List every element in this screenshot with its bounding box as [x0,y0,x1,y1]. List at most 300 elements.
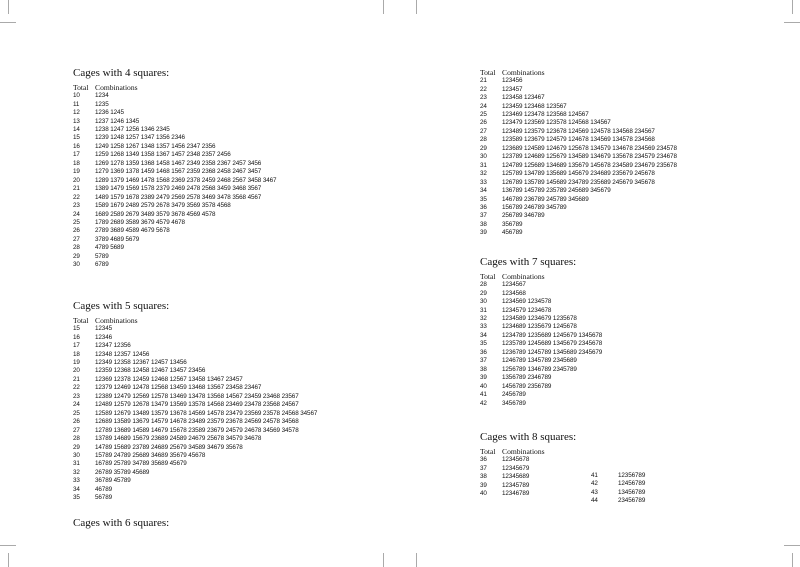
row-total: 30 [73,261,80,269]
table-row [73,427,317,435]
table-row [73,101,276,109]
row-combinations: 12589 12679 13489 13579 13678 14569 14578 23479 23569 23578 24568 34567 [95,409,318,417]
row-total: 19 [73,359,80,367]
row-total: 40 [480,490,487,498]
table-header [480,448,576,456]
table-row [73,334,317,342]
table-row [480,119,677,127]
row-combinations: 12345 [95,325,113,333]
row-combinations: 146789 236789 245789 345689 [502,195,589,203]
row-total: 24 [73,210,80,218]
crop-mark [416,553,417,567]
table-row [480,111,677,119]
row-total: 19 [73,168,80,176]
row-total: 29 [73,252,80,260]
row-total: 38 [480,220,487,228]
row-combinations: 1236789 1245789 1345689 2345679 [502,348,603,356]
row-combinations: 126789 135789 145689 234789 235689 245679 345678 [502,178,655,186]
row-combinations: 36789 45789 [95,477,131,485]
table-row [73,376,317,384]
row-total: 42 [591,480,598,488]
table-row [73,384,317,392]
row-total: 42 [480,399,487,407]
rows-container [73,325,317,503]
crop-mark [8,553,9,567]
row-combinations: 123489 123579 123678 124569 124578 134568 234567 [502,127,655,135]
row-total: 18 [73,159,80,167]
combinations-header: Combinations [502,272,545,281]
table-row [73,418,317,426]
row-total: 28 [73,435,80,443]
table-row [480,340,602,348]
row-combinations: 136789 145789 235789 245689 345679 [502,187,611,195]
row-combinations: 125789 134789 135689 145679 234689 235679 245678 [502,170,655,178]
table-row [480,77,677,85]
section-4-squares [73,67,276,270]
row-total: 29 [480,144,487,152]
right-page [400,0,800,567]
row-combinations: 1238 1247 1256 1346 2345 [95,126,170,134]
row-total: 35 [480,340,487,348]
row-combinations: 123479 123569 123578 124568 134567 [502,119,611,127]
total-header: Total [73,316,89,325]
row-total: 15 [73,325,80,333]
row-combinations: 12348 12357 12456 [95,350,150,358]
row-combinations: 12356789 [618,472,646,479]
row-combinations: 13789 14689 15679 23689 24589 24679 25678 34579 34678 [95,435,262,443]
row-total: 34 [480,187,487,195]
row-combinations: 1589 1679 2489 2579 2678 3479 3569 3578 4568 [95,202,231,210]
section-7-squares [480,256,602,408]
table-row [480,383,602,391]
table-row [73,393,317,401]
table-row [480,212,677,220]
table-row [480,366,602,374]
row-combinations: 3456789 [502,399,526,407]
row-combinations: 123459 123468 123567 [502,102,567,110]
row-total: 10 [73,92,80,100]
table-row [73,194,276,202]
row-combinations: 12359 12368 12458 12467 13457 23456 [95,367,206,375]
row-combinations: 1234579 1234678 [502,306,552,314]
table-row [73,227,276,235]
row-total: 31 [480,306,487,314]
combinations-header: Combinations [95,83,138,92]
row-combinations: 12347 12356 [95,342,131,350]
row-combinations: 16789 25789 34789 35689 45679 [95,460,187,468]
row-total: 26 [73,227,80,235]
row-total: 36 [480,348,487,356]
row-total: 44 [591,497,598,505]
table-row [480,307,602,315]
row-total: 30 [480,153,487,161]
table-row [73,435,317,443]
table-row [73,160,276,168]
row-combinations: 1356789 2346789 [502,374,552,382]
row-total: 38 [480,365,487,373]
row-combinations: 12489 12579 12678 13479 13569 13578 14568 23469 23478 23568 24567 [95,401,299,409]
combinations-header: Combinations [95,316,138,325]
section-title: Cages with 6 squares: [73,517,170,529]
row-combinations: 23456789 [618,497,646,505]
table-row [480,473,576,481]
row-combinations: 1489 1579 1678 2389 2479 2569 2578 3469 3478 3568 4567 [95,193,262,201]
row-combinations: 12389 12479 12569 12578 13469 13478 13568 14567 23459 23468 23567 [95,392,299,400]
row-total: 31 [73,460,80,468]
section-title: Cages with 4 squares: [73,67,170,79]
row-combinations: 256789 346789 [502,212,545,220]
table-row [480,315,602,323]
row-total: 36 [480,204,487,211]
row-combinations: 13456789 [618,488,646,496]
row-total: 27 [73,235,80,243]
table-row [73,261,276,269]
row-combinations: 12789 13689 14589 14679 15678 23589 23679 24579 24678 34569 34578 [95,426,299,434]
row-combinations: 56789 [95,494,113,502]
row-total: 39 [480,374,487,382]
table-row [73,351,317,359]
row-total: 16 [73,333,80,341]
table-row [480,153,677,161]
table-row [480,323,602,331]
table-row [73,244,276,252]
table-row [480,136,677,144]
table-row [480,162,677,170]
row-total: 28 [480,281,487,289]
row-total: 43 [591,488,598,496]
table-row [480,179,677,187]
section-8-squares-second-column [591,472,645,506]
crop-mark [784,545,800,546]
row-total: 18 [73,350,80,358]
row-total: 24 [73,401,80,409]
row-combinations: 1234568 [502,289,526,297]
row-combinations: 1237 1246 1345 [95,117,140,125]
row-total: 16 [73,142,80,150]
row-total: 21 [73,375,80,383]
table-row [480,391,602,399]
combinations-header: Combinations [502,447,545,456]
row-combinations: 123456 [502,77,523,85]
crop-mark [383,0,384,14]
row-combinations: 4789 5689 [95,244,124,252]
row-total: 22 [73,384,80,392]
table-row [73,367,317,375]
row-total: 23 [73,392,80,400]
row-total: 11 [73,100,80,108]
table-header [73,317,317,325]
row-combinations: 1235 [95,100,109,108]
row-combinations: 12345689 [502,473,530,481]
table-row [480,349,602,357]
row-total: 12 [73,109,80,117]
table-row [480,145,677,153]
row-total: 14 [73,126,80,134]
row-combinations: 12346 [95,333,113,341]
row-combinations: 12346789 [502,490,530,498]
row-total: 24 [480,102,487,110]
row-total: 34 [480,331,487,339]
table-row [480,465,576,473]
table-header [480,273,602,281]
row-combinations: 1389 1479 1569 1578 2379 2469 2478 2568 3459 3468 3567 [95,185,262,193]
row-combinations: 123457 [502,85,523,93]
table-row [480,298,602,306]
row-total: 39 [480,481,487,489]
crop-mark [792,0,793,14]
table-row [73,118,276,126]
table-row [73,168,276,176]
row-total: 22 [480,85,487,93]
row-total: 37 [480,212,487,220]
rows-container [73,92,276,270]
row-total: 32 [480,315,487,323]
table-row [480,94,677,102]
section-6-squares [73,517,169,534]
section-title: Cages with 7 squares: [480,256,577,268]
table-row [480,357,602,365]
row-total: 26 [480,119,487,127]
row-total: 20 [73,176,80,184]
row-combinations: 6789 [95,261,109,269]
row-combinations: 12369 12378 12459 12468 12567 13458 13467 23457 [95,375,243,383]
row-total: 35 [73,494,80,502]
section-title: Cages with 8 squares: [480,431,577,443]
table-row [73,151,276,159]
row-combinations: 1234567 [502,281,526,289]
combinations-header: Combinations [502,68,545,77]
row-total: 17 [73,342,80,350]
row-combinations: 123458 123467 [502,94,545,102]
row-total: 37 [480,464,487,472]
row-total: 27 [73,426,80,434]
row-total: 21 [73,185,80,193]
table-row [73,325,317,333]
table-row [480,187,677,195]
row-combinations: 1249 1258 1267 1348 1357 1456 2347 2356 [95,142,216,150]
row-combinations: 12349 12358 12367 12457 13456 [95,359,187,367]
row-total: 38 [480,473,487,481]
table-row [73,143,276,151]
section-5-squares [73,300,317,503]
row-combinations: 1234789 1235689 1245679 1345678 [502,331,603,339]
table-row [73,486,317,494]
crop-mark [0,545,16,546]
row-total: 29 [73,443,80,451]
table-header [73,84,276,92]
table-row [480,204,677,212]
table-row [73,211,276,219]
row-total: 13 [73,117,80,125]
table-row [73,410,317,418]
row-total: 30 [480,298,487,306]
row-total: 34 [73,485,80,493]
total-header: Total [73,83,89,92]
table-row [480,281,602,289]
table-row [73,401,317,409]
row-combinations: 1234 [95,92,109,100]
row-combinations: 124789 125689 134689 135679 145678 234589 234679 235678 [502,161,677,169]
table-row [480,221,677,229]
row-total: 21 [480,77,487,85]
row-combinations: 1234569 1234578 [502,298,552,306]
row-total: 41 [591,472,598,479]
row-total: 23 [480,94,487,102]
table-row [480,170,677,178]
section-8-squares [480,431,576,498]
table-row [73,477,317,485]
row-total: 20 [73,367,80,375]
table-row [73,202,276,210]
row-combinations: 15789 24789 25689 34689 35679 45678 [95,452,206,459]
row-total: 27 [480,127,487,135]
table-row [73,92,276,100]
row-combinations: 2456789 [502,391,526,399]
row-total: 22 [73,193,80,201]
table-row [73,126,276,134]
row-combinations: 12345678 [502,456,530,464]
row-combinations: 1279 1369 1378 1459 1468 1567 2359 2368 2458 2467 3457 [95,168,262,176]
section-title: Cages with 5 squares: [73,300,170,312]
row-combinations: 156789 246789 345789 [502,204,567,211]
row-combinations: 123589 123679 124579 124678 134569 134578 234568 [502,136,655,144]
table-row [73,460,317,468]
table-row [480,490,576,498]
table-row [73,494,317,502]
table-row [480,86,677,94]
crop-mark [784,22,800,23]
row-total: 28 [73,244,80,252]
row-total: 26 [73,418,80,426]
table-row [591,489,645,497]
row-combinations: 1269 1278 1359 1368 1458 1467 2349 2358 2367 2457 3456 [95,159,262,167]
rows-container [480,77,677,238]
table-row [480,290,602,298]
crop-mark [792,553,793,567]
row-combinations: 12345679 [502,464,530,472]
row-combinations: 1256789 1346789 2345789 [502,365,577,373]
table-row [73,109,276,117]
total-header: Total [480,68,496,77]
row-combinations: 123689 124589 124679 125678 134579 134678 234569 234578 [502,144,677,152]
row-combinations: 12379 12469 12478 12568 13459 13468 13567 23458 23467 [95,384,262,392]
row-total: 29 [480,289,487,297]
row-combinations: 123469 123478 123568 124567 [502,111,589,119]
rows-container [480,456,576,498]
row-total: 36 [480,456,487,464]
table-row [480,196,677,204]
table-row [591,480,645,488]
table-header [480,69,677,77]
row-combinations: 12345789 [502,481,530,489]
row-combinations: 1234689 1235679 1245678 [502,323,577,331]
section-6-squares-continued [480,69,677,238]
row-combinations: 1259 1268 1349 1358 1367 1457 2348 2357 2456 [95,151,231,159]
row-combinations: 2789 3689 4589 4679 5678 [95,227,170,235]
row-total: 37 [480,357,487,365]
row-total: 25 [480,111,487,119]
table-row [73,236,276,244]
crop-mark [416,0,417,14]
row-combinations: 46789 [95,485,113,493]
row-combinations: 1234589 1234679 1235678 [502,315,577,323]
row-total: 32 [73,468,80,476]
crop-mark [8,0,9,14]
row-combinations: 1239 1248 1257 1347 1356 2346 [95,134,185,142]
row-total: 25 [73,219,80,226]
row-combinations: 1456789 2356789 [502,382,552,390]
row-combinations: 1689 2589 2679 3489 3579 3678 4569 4578 [95,210,216,218]
table-row [480,229,677,237]
table-row [480,374,602,382]
row-total: 41 [480,391,487,399]
total-header: Total [480,447,496,456]
table-row [73,342,317,350]
row-total: 33 [480,323,487,331]
row-combinations: 12689 13589 13679 14579 14678 23489 23579 23678 24569 24578 34568 [95,418,299,426]
row-combinations: 1789 2689 3589 3679 4579 4678 [95,219,185,226]
table-row [480,456,576,464]
rows-container [480,281,602,408]
row-total: 23 [73,202,80,210]
row-combinations: 1246789 1345789 2345689 [502,357,577,365]
row-combinations: 12456789 [618,480,646,488]
row-combinations: 456789 [502,229,523,237]
row-combinations: 356789 [502,220,523,228]
row-total: 28 [480,136,487,144]
table-row [480,332,602,340]
row-combinations: 3789 4689 5679 [95,235,140,243]
table-row [73,185,276,193]
table-row [73,219,276,227]
row-combinations: 5789 [95,252,109,260]
row-combinations: 123789 124689 125679 134589 134679 135678 234579 234678 [502,153,677,161]
table-row [73,134,276,142]
row-total: 39 [480,229,487,237]
table-row [73,444,317,452]
table-row [480,482,576,490]
row-total: 33 [480,178,487,186]
row-total: 32 [480,170,487,178]
table-row [73,359,317,367]
table-row [73,253,276,261]
row-total: 15 [73,134,80,142]
table-row [73,452,317,460]
row-total: 17 [73,151,80,159]
total-header: Total [480,272,496,281]
crop-mark [383,553,384,567]
crop-mark [0,22,16,23]
row-total: 35 [480,195,487,203]
table-row [591,497,645,505]
table-row [73,469,317,477]
table-row [480,400,602,408]
row-total: 31 [480,161,487,169]
row-combinations: 1235789 1245689 1345679 2345678 [502,340,603,348]
row-total: 25 [73,409,80,417]
row-combinations: 26789 35789 45689 [95,468,150,476]
row-combinations: 14789 15689 23789 24689 25679 34589 34679 35678 [95,443,243,451]
row-total: 30 [73,452,80,459]
table-row [591,472,645,480]
table-row [480,128,677,136]
row-total: 40 [480,382,487,390]
table-row [73,177,276,185]
table-row [480,103,677,111]
row-combinations: 1236 1245 [95,109,124,117]
row-total: 33 [73,477,80,485]
row-combinations: 1289 1379 1469 1478 1568 2369 2378 2459 2468 2567 3458 3467 [95,176,277,184]
